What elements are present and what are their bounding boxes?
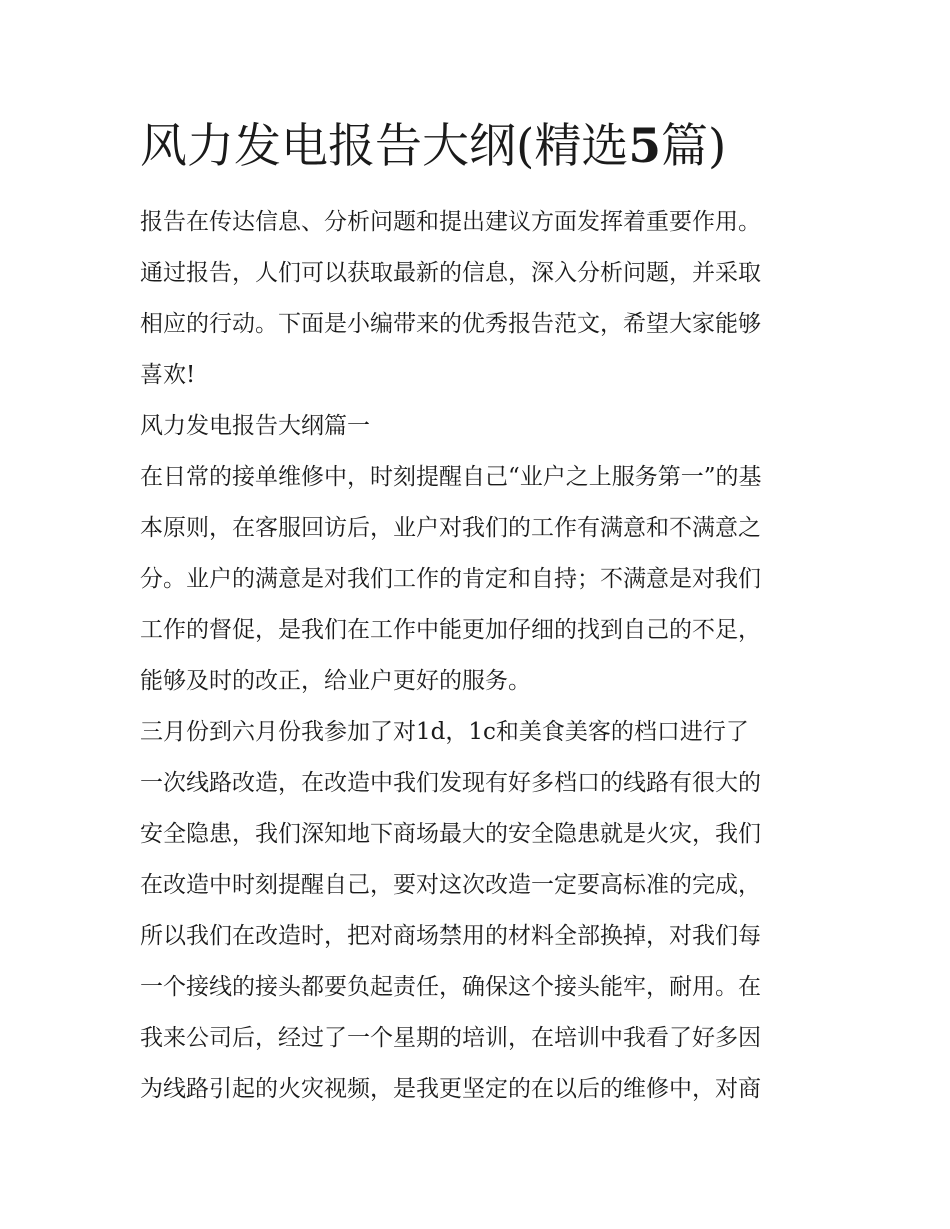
document-body bbox=[140, 197, 820, 1115]
section-heading: 风力发电报告大纲篇一 bbox=[140, 413, 370, 439]
text-line: 喜欢! bbox=[140, 362, 196, 388]
text-line: 一个接线的接头都要负起责任，确保这个接头能牢，耐用。在 bbox=[140, 974, 761, 1000]
text-line: 能够及时的改正，给业户更好的服务。 bbox=[140, 668, 531, 694]
text-line: 通过报告，人们可以获取最新的信息，深入分析问题，并采取 bbox=[140, 260, 761, 286]
text-line: 一次线路改造，在改造中我们发现有好多档口的线路有很大的 bbox=[140, 770, 761, 796]
text-line: 工作的督促，是我们在工作中能更加仔细的找到自己的不足， bbox=[140, 617, 761, 643]
text-line: 在日常的接单维修中，时刻提醒自己“业户之上服务第一”的基 bbox=[140, 464, 762, 490]
text-line: 我来公司后，经过了一个星期的培训，在培训中我看了好多因 bbox=[140, 1025, 761, 1051]
text-line: 分。业户的满意是对我们工作的肯定和自持；不满意是对我们 bbox=[140, 566, 761, 592]
text-line: 本原则，在客服回访后，业户对我们的工作有满意和不满意之 bbox=[140, 515, 761, 541]
text-line: 在改造中时刻提醒自己，要对这次改造一定要高标准的完成， bbox=[140, 872, 761, 898]
document-title: 风力发电报告大纲(精选5篇) bbox=[140, 119, 727, 174]
text-line: 相应的行动。下面是小编带来的优秀报告范文，希望大家能够 bbox=[140, 311, 761, 337]
text-line: 所以我们在改造时，把对商场禁用的材料全部换掉，对我们每 bbox=[140, 923, 761, 949]
text-line: 报告在传达信息、分析问题和提出建议方面发挥着重要作用。 bbox=[140, 209, 761, 235]
text-line: 三月份到六月份我参加了对1d，1c和美食美客的档口进行了 bbox=[140, 719, 749, 745]
text-line: 为线路引起的火灾视频，是我更坚定的在以后的维修中，对商 bbox=[140, 1076, 761, 1102]
text-line: 安全隐患，我们深知地下商场最大的安全隐患就是火灾，我们 bbox=[140, 821, 761, 847]
